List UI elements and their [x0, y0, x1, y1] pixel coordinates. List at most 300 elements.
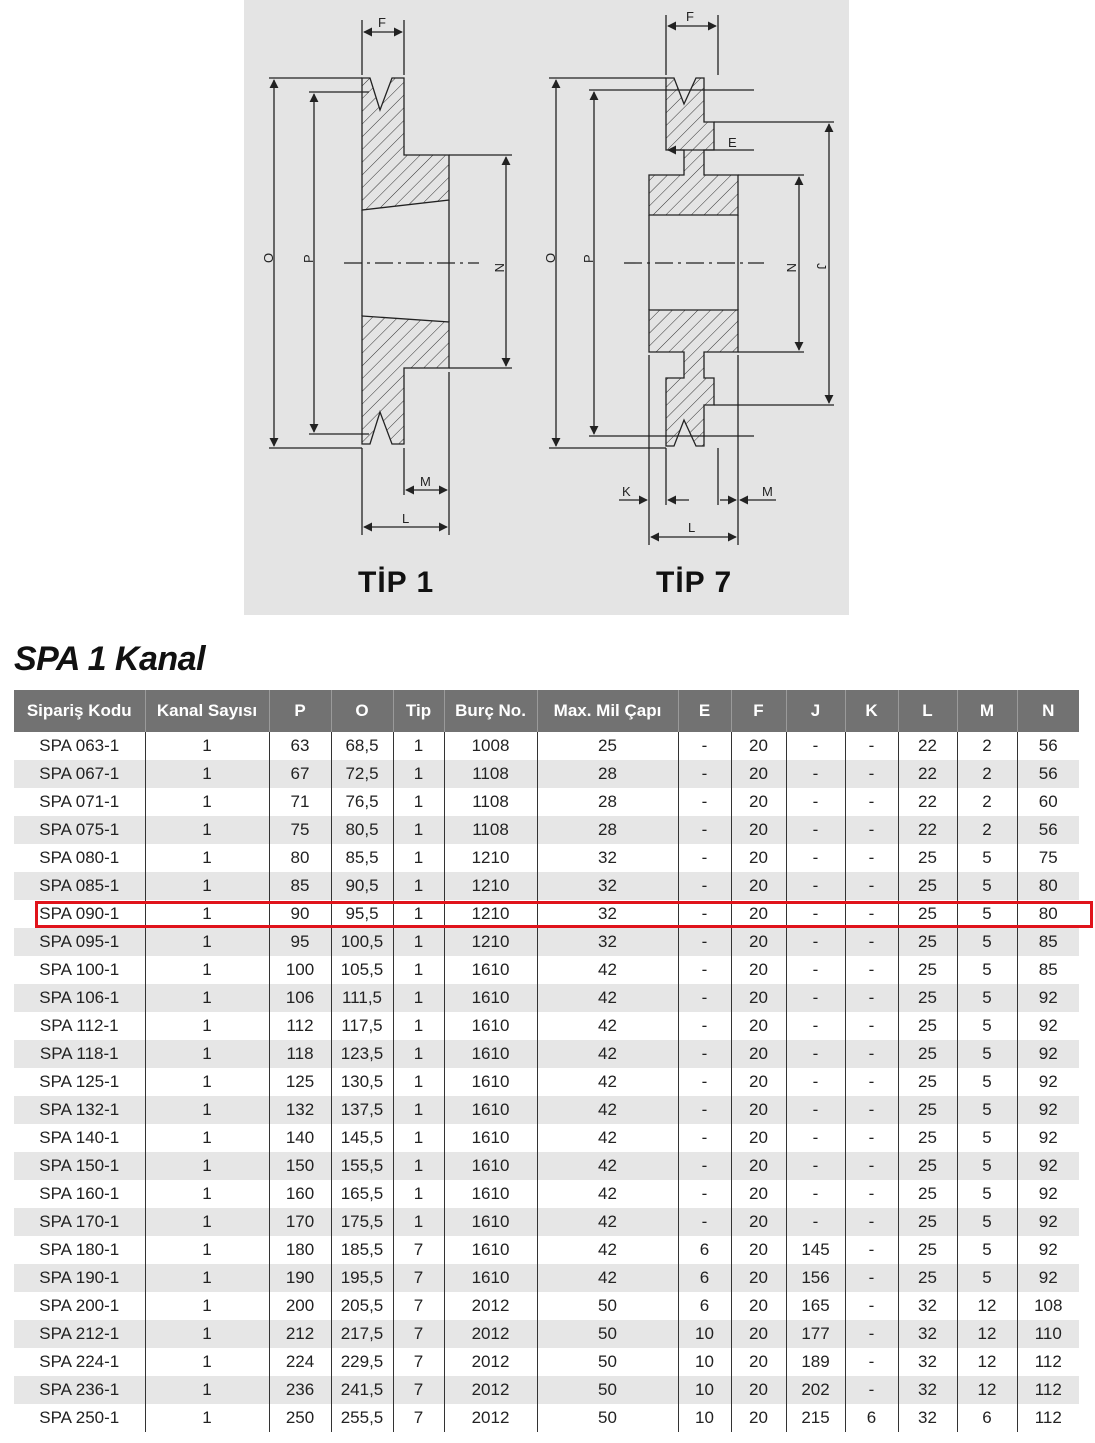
table-cell: 2 — [957, 732, 1017, 760]
table-cell: - — [845, 1152, 898, 1180]
table-row — [14, 872, 1079, 900]
table-cell: 1 — [145, 1096, 269, 1124]
column-header: E — [678, 690, 731, 732]
dim-label-p-tip1: P — [301, 254, 316, 263]
table-cell: 1 — [145, 956, 269, 984]
table-cell: 108 — [1017, 1292, 1079, 1320]
table-cell: 22 — [898, 732, 957, 760]
table-cell: 20 — [731, 844, 786, 872]
pulley-technical-drawing — [244, 0, 849, 615]
table-cell: SPA 132-1 — [14, 1096, 145, 1124]
table-cell: - — [845, 1096, 898, 1124]
table-cell: - — [678, 760, 731, 788]
table-cell: 1 — [393, 788, 444, 816]
table-cell: 10 — [678, 1348, 731, 1376]
table-row — [14, 1264, 1079, 1292]
table-cell: 117,5 — [331, 1012, 393, 1040]
table-cell: 28 — [537, 788, 678, 816]
table-cell: 32 — [537, 872, 678, 900]
table-cell: - — [845, 1180, 898, 1208]
table-cell: 1 — [145, 1152, 269, 1180]
table-cell: 2 — [957, 760, 1017, 788]
table-row — [14, 1404, 1079, 1432]
table-cell: 1610 — [444, 1236, 537, 1264]
table-cell: SPA 080-1 — [14, 844, 145, 872]
table-cell: 5 — [957, 1068, 1017, 1096]
table-cell: - — [845, 1208, 898, 1236]
table-cell: 42 — [537, 1012, 678, 1040]
table-cell: 185,5 — [331, 1236, 393, 1264]
table-cell: - — [845, 900, 898, 928]
table-cell: - — [678, 1012, 731, 1040]
table-cell: 50 — [537, 1320, 678, 1348]
table-cell: 1 — [145, 1320, 269, 1348]
table-cell: - — [786, 1012, 845, 1040]
table-cell: 92 — [1017, 1236, 1079, 1264]
table-cell: 20 — [731, 1068, 786, 1096]
table-cell: 90,5 — [331, 872, 393, 900]
table-cell: 145 — [786, 1236, 845, 1264]
table-cell: 111,5 — [331, 984, 393, 1012]
table-cell: 1 — [145, 1124, 269, 1152]
table-cell: 20 — [731, 816, 786, 844]
table-cell: SPA 118-1 — [14, 1040, 145, 1068]
table-cell: - — [845, 956, 898, 984]
table-cell: 1 — [393, 844, 444, 872]
table-cell: 1 — [145, 1180, 269, 1208]
table-cell: 1610 — [444, 1096, 537, 1124]
table-cell: 132 — [269, 1096, 331, 1124]
dim-label-e-tip7: E — [728, 135, 737, 150]
table-cell: 60 — [1017, 788, 1079, 816]
table-cell: 1 — [393, 1152, 444, 1180]
table-cell: 165,5 — [331, 1180, 393, 1208]
table-cell: SPA 125-1 — [14, 1068, 145, 1096]
table-cell: 1610 — [444, 1208, 537, 1236]
table-cell: 7 — [393, 1320, 444, 1348]
pulley-drawing-panel — [244, 0, 849, 615]
table-cell: 6 — [845, 1404, 898, 1432]
table-cell: 1210 — [444, 928, 537, 956]
table-cell: - — [678, 816, 731, 844]
table-cell: 25 — [537, 732, 678, 760]
table-cell: 1 — [145, 900, 269, 928]
column-header: Max. Mil Çapı — [537, 690, 678, 732]
table-cell: 5 — [957, 1124, 1017, 1152]
table-cell: - — [678, 1208, 731, 1236]
table-cell: 22 — [898, 788, 957, 816]
table-cell: - — [786, 984, 845, 1012]
table-cell: SPA 250-1 — [14, 1404, 145, 1432]
table-cell: 175,5 — [331, 1208, 393, 1236]
table-cell: 42 — [537, 1180, 678, 1208]
table-cell: 110 — [1017, 1320, 1079, 1348]
table-cell: 5 — [957, 1152, 1017, 1180]
table-cell: - — [845, 1376, 898, 1404]
table-cell: 20 — [731, 1376, 786, 1404]
table-cell: 20 — [731, 956, 786, 984]
table-cell: 25 — [898, 984, 957, 1012]
table-cell: 1 — [393, 1180, 444, 1208]
column-header: K — [845, 690, 898, 732]
table-cell: 125 — [269, 1068, 331, 1096]
table-cell: 32 — [898, 1348, 957, 1376]
table-cell: 56 — [1017, 760, 1079, 788]
table-row — [14, 1348, 1079, 1376]
table-cell: 80 — [1017, 872, 1079, 900]
table-cell: 195,5 — [331, 1264, 393, 1292]
table-cell: 32 — [898, 1320, 957, 1348]
table-cell: SPA 150-1 — [14, 1152, 145, 1180]
table-cell: 5 — [957, 1180, 1017, 1208]
table-cell: 112 — [1017, 1348, 1079, 1376]
table-cell: - — [845, 1068, 898, 1096]
table-cell: 80 — [1017, 900, 1079, 928]
tip1-drawing — [269, 20, 512, 535]
table-cell: 217,5 — [331, 1320, 393, 1348]
table-cell: 1 — [145, 1376, 269, 1404]
table-row — [14, 844, 1079, 872]
table-cell: 7 — [393, 1292, 444, 1320]
table-row — [14, 1376, 1079, 1404]
table-cell: 5 — [957, 1208, 1017, 1236]
table-cell: 72,5 — [331, 760, 393, 788]
table-cell: 85 — [1017, 956, 1079, 984]
table-cell: 95,5 — [331, 900, 393, 928]
table-cell: 20 — [731, 900, 786, 928]
dim-label-n-tip7: N — [784, 263, 799, 273]
table-cell: 76,5 — [331, 788, 393, 816]
table-cell: 42 — [537, 956, 678, 984]
table-cell: 229,5 — [331, 1348, 393, 1376]
table-cell: 68,5 — [331, 732, 393, 760]
table-cell: - — [678, 1040, 731, 1068]
dim-label-k-tip7: K — [622, 484, 631, 499]
table-cell: 250 — [269, 1404, 331, 1432]
table-row — [14, 1152, 1079, 1180]
table-cell: 25 — [898, 1068, 957, 1096]
column-header: Tip — [393, 690, 444, 732]
table-cell: 20 — [731, 788, 786, 816]
table-cell: 20 — [731, 760, 786, 788]
table-cell: 1108 — [444, 788, 537, 816]
table-cell: - — [845, 1292, 898, 1320]
table-cell: SPA 106-1 — [14, 984, 145, 1012]
table-cell: - — [678, 1124, 731, 1152]
table-cell: 25 — [898, 928, 957, 956]
table-cell: 1 — [145, 1348, 269, 1376]
table-cell: 1 — [145, 732, 269, 760]
table-cell: 50 — [537, 1376, 678, 1404]
table-cell: 25 — [898, 1096, 957, 1124]
table-cell: 12 — [957, 1292, 1017, 1320]
table-cell: 2012 — [444, 1404, 537, 1432]
table-cell: - — [786, 1068, 845, 1096]
table-cell: 25 — [898, 1152, 957, 1180]
table-row — [14, 1236, 1079, 1264]
table-cell: 20 — [731, 1348, 786, 1376]
table-cell: 1008 — [444, 732, 537, 760]
column-header: O — [331, 690, 393, 732]
table-cell: 20 — [731, 984, 786, 1012]
table-cell: 7 — [393, 1404, 444, 1432]
table-cell: 100,5 — [331, 928, 393, 956]
table-cell: 1108 — [444, 816, 537, 844]
table-cell: SPA 170-1 — [14, 1208, 145, 1236]
table-cell: 92 — [1017, 1180, 1079, 1208]
table-cell: - — [678, 872, 731, 900]
table-cell: 67 — [269, 760, 331, 788]
table-cell: 20 — [731, 1236, 786, 1264]
table-cell: - — [786, 1124, 845, 1152]
table-cell: 255,5 — [331, 1404, 393, 1432]
table-cell: 5 — [957, 1264, 1017, 1292]
table-cell: 12 — [957, 1348, 1017, 1376]
table-cell: 177 — [786, 1320, 845, 1348]
table-cell: 25 — [898, 1208, 957, 1236]
dim-label-o-tip7: O — [543, 252, 558, 263]
table-cell: - — [678, 984, 731, 1012]
table-row — [14, 1068, 1079, 1096]
table-cell: - — [678, 732, 731, 760]
table-cell: SPA 095-1 — [14, 928, 145, 956]
table-cell: 25 — [898, 956, 957, 984]
header-row — [14, 690, 1079, 732]
table-cell: 5 — [957, 1236, 1017, 1264]
dim-label-o-tip1: O — [261, 252, 276, 263]
table-cell: 20 — [731, 1264, 786, 1292]
table-row-highlighted — [14, 900, 1079, 928]
spec-table-header — [14, 690, 1079, 732]
table-cell: 190 — [269, 1264, 331, 1292]
table-cell: 6 — [957, 1404, 1017, 1432]
table-cell: 1610 — [444, 1124, 537, 1152]
table-row — [14, 1208, 1079, 1236]
table-cell: - — [786, 844, 845, 872]
table-cell: - — [845, 984, 898, 1012]
table-cell: 1108 — [444, 760, 537, 788]
table-cell: 71 — [269, 788, 331, 816]
table-cell: SPA 180-1 — [14, 1236, 145, 1264]
column-header: F — [731, 690, 786, 732]
table-cell: 5 — [957, 1012, 1017, 1040]
table-cell: 32 — [898, 1292, 957, 1320]
spec-table — [14, 690, 1079, 1432]
table-cell: 25 — [898, 1012, 957, 1040]
table-row — [14, 1292, 1079, 1320]
column-header: P — [269, 690, 331, 732]
table-cell: 1 — [393, 1096, 444, 1124]
table-cell: 1 — [393, 900, 444, 928]
table-cell: 6 — [678, 1264, 731, 1292]
table-cell: 42 — [537, 1208, 678, 1236]
table-cell: - — [786, 816, 845, 844]
table-cell: - — [786, 872, 845, 900]
table-cell: 5 — [957, 844, 1017, 872]
table-cell: 1610 — [444, 956, 537, 984]
table-cell: - — [845, 1236, 898, 1264]
table-cell: 25 — [898, 1236, 957, 1264]
table-cell: 20 — [731, 1040, 786, 1068]
table-cell: SPA 160-1 — [14, 1180, 145, 1208]
table-cell: 7 — [393, 1236, 444, 1264]
table-cell: 25 — [898, 872, 957, 900]
table-cell: 7 — [393, 1376, 444, 1404]
table-cell: 28 — [537, 816, 678, 844]
table-cell: 200 — [269, 1292, 331, 1320]
table-cell: 1 — [393, 816, 444, 844]
table-cell: 1610 — [444, 1040, 537, 1068]
table-cell: 2 — [957, 816, 1017, 844]
column-header: Kanal Sayısı — [145, 690, 269, 732]
table-cell: 20 — [731, 872, 786, 900]
table-cell: 22 — [898, 760, 957, 788]
table-cell: 20 — [731, 1124, 786, 1152]
table-cell: - — [845, 732, 898, 760]
table-cell: 20 — [731, 1208, 786, 1236]
dim-label-p-tip7: P — [581, 254, 596, 263]
table-cell: 1 — [393, 732, 444, 760]
table-cell: 85 — [269, 872, 331, 900]
column-header: L — [898, 690, 957, 732]
table-cell: 1 — [145, 788, 269, 816]
table-cell: 130,5 — [331, 1068, 393, 1096]
table-cell: 32 — [898, 1376, 957, 1404]
table-cell: - — [678, 1068, 731, 1096]
table-cell: 12 — [957, 1376, 1017, 1404]
table-cell: 92 — [1017, 1012, 1079, 1040]
table-cell: 215 — [786, 1404, 845, 1432]
table-cell: 92 — [1017, 1152, 1079, 1180]
table-cell: - — [786, 760, 845, 788]
table-row — [14, 1040, 1079, 1068]
table-cell: SPA 190-1 — [14, 1264, 145, 1292]
table-cell: 1610 — [444, 1012, 537, 1040]
table-cell: 22 — [898, 816, 957, 844]
table-cell: SPA 063-1 — [14, 732, 145, 760]
table-cell: SPA 200-1 — [14, 1292, 145, 1320]
table-cell: 2012 — [444, 1320, 537, 1348]
table-cell: - — [845, 1348, 898, 1376]
table-cell: 1210 — [444, 900, 537, 928]
table-cell: 160 — [269, 1180, 331, 1208]
dim-label-n-tip1: N — [492, 263, 507, 273]
table-row — [14, 1012, 1079, 1040]
table-cell: 32 — [537, 928, 678, 956]
table-cell: 236 — [269, 1376, 331, 1404]
table-cell: - — [845, 788, 898, 816]
table-cell: 150 — [269, 1152, 331, 1180]
table-cell: 42 — [537, 1096, 678, 1124]
table-cell: 20 — [731, 928, 786, 956]
table-cell: 20 — [731, 1096, 786, 1124]
table-cell: 1 — [393, 1208, 444, 1236]
table-cell: 189 — [786, 1348, 845, 1376]
table-cell: - — [845, 1264, 898, 1292]
table-cell: 1 — [145, 1068, 269, 1096]
table-cell: 32 — [898, 1404, 957, 1432]
table-row — [14, 928, 1079, 956]
tip1-label: TİP 1 — [358, 566, 435, 599]
table-cell: 1 — [393, 1068, 444, 1096]
table-cell: 112 — [1017, 1376, 1079, 1404]
table-cell: - — [678, 1096, 731, 1124]
table-row — [14, 1124, 1079, 1152]
table-cell: 1 — [145, 1040, 269, 1068]
table-cell: - — [845, 760, 898, 788]
table-cell: - — [786, 900, 845, 928]
table-cell: - — [786, 1208, 845, 1236]
table-cell: - — [678, 788, 731, 816]
table-cell: 1210 — [444, 872, 537, 900]
table-cell: 1610 — [444, 1180, 537, 1208]
table-cell: - — [678, 928, 731, 956]
table-cell: 56 — [1017, 732, 1079, 760]
table-cell: 2012 — [444, 1348, 537, 1376]
table-cell: 205,5 — [331, 1292, 393, 1320]
table-cell: 1610 — [444, 1068, 537, 1096]
table-cell: 7 — [393, 1348, 444, 1376]
table-cell: - — [786, 1040, 845, 1068]
table-cell: SPA 236-1 — [14, 1376, 145, 1404]
table-cell: 20 — [731, 1152, 786, 1180]
column-header: N — [1017, 690, 1079, 732]
table-cell: - — [786, 928, 845, 956]
table-cell: 20 — [731, 732, 786, 760]
table-cell: - — [845, 872, 898, 900]
table-cell: 92 — [1017, 1096, 1079, 1124]
table-cell: 80,5 — [331, 816, 393, 844]
column-header: J — [786, 690, 845, 732]
table-row — [14, 1180, 1079, 1208]
table-cell: 20 — [731, 1012, 786, 1040]
table-cell: SPA 100-1 — [14, 956, 145, 984]
table-cell: SPA 071-1 — [14, 788, 145, 816]
table-cell: 5 — [957, 1040, 1017, 1068]
table-cell: 25 — [898, 1180, 957, 1208]
table-cell: - — [678, 1180, 731, 1208]
table-cell: SPA 085-1 — [14, 872, 145, 900]
table-cell: SPA 067-1 — [14, 760, 145, 788]
table-cell: 1 — [393, 928, 444, 956]
table-cell: - — [786, 1152, 845, 1180]
table-cell: 105,5 — [331, 956, 393, 984]
table-cell: SPA 075-1 — [14, 816, 145, 844]
table-cell: 1 — [393, 760, 444, 788]
table-cell: 170 — [269, 1208, 331, 1236]
table-cell: 1 — [393, 872, 444, 900]
table-cell: 7 — [393, 1264, 444, 1292]
table-cell: 112 — [1017, 1404, 1079, 1432]
table-cell: 42 — [537, 984, 678, 1012]
spec-table-body — [14, 732, 1079, 1432]
table-cell: 1210 — [444, 844, 537, 872]
column-header: M — [957, 690, 1017, 732]
table-cell: 137,5 — [331, 1096, 393, 1124]
table-cell: 212 — [269, 1320, 331, 1348]
table-cell: 42 — [537, 1264, 678, 1292]
table-cell: 20 — [731, 1180, 786, 1208]
table-cell: 92 — [1017, 1068, 1079, 1096]
table-cell: 1 — [145, 984, 269, 1012]
table-cell: SPA 224-1 — [14, 1348, 145, 1376]
table-cell: 25 — [898, 1264, 957, 1292]
dim-label-f-tip7: F — [686, 9, 694, 24]
table-cell: 92 — [1017, 984, 1079, 1012]
table-cell: 56 — [1017, 816, 1079, 844]
dim-label-m-tip7: M — [762, 484, 773, 499]
table-cell: 2012 — [444, 1292, 537, 1320]
